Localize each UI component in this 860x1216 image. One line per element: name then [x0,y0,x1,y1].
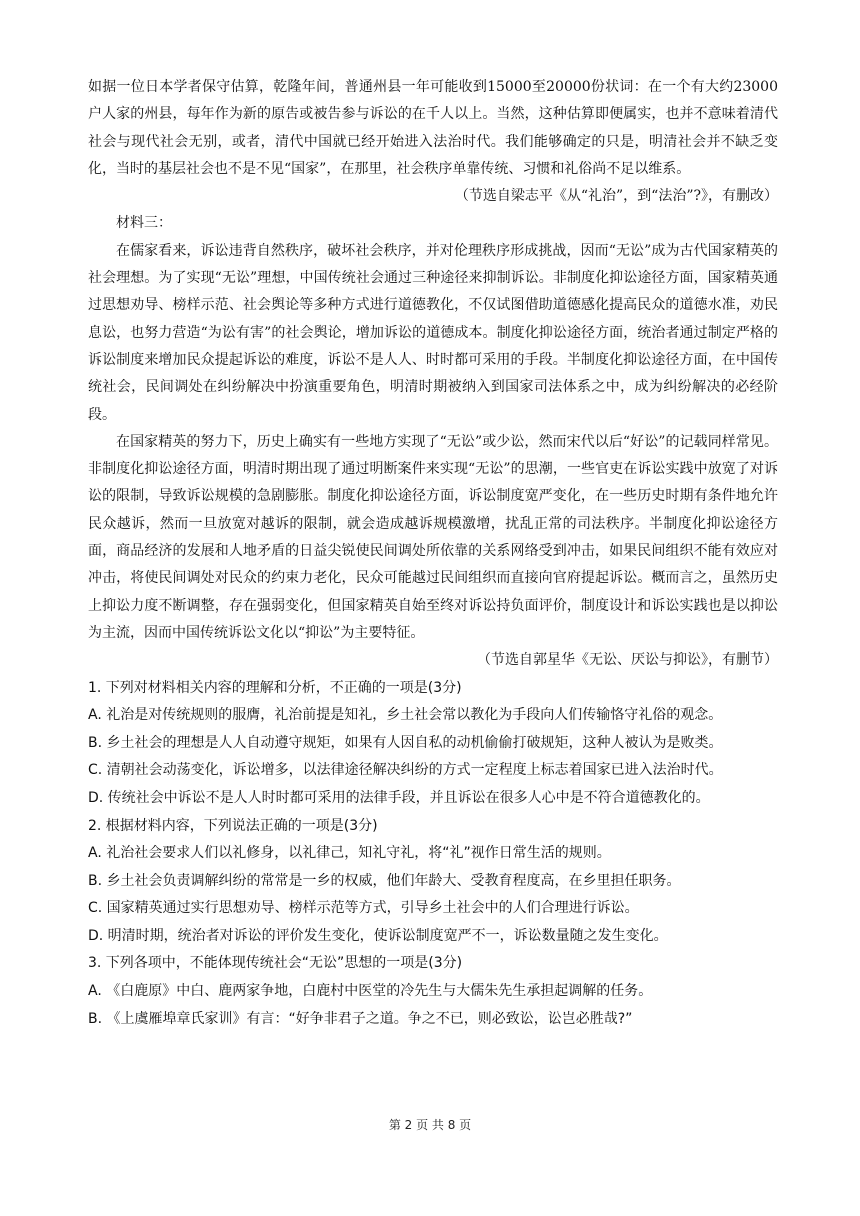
question-stem: 3. 下列各项中，不能体现传统社会“无讼”思想的一项是(3分) [88,955,463,972]
option-a: A. 《白鹿原》中白、鹿两家争地，白鹿村中医堂的冷先生与大儒朱先生承担起调解的任务。 [88,983,653,1000]
material3-heading: 材料三： [116,215,172,232]
question-stem: 2. 根据材料内容，下列说法正确的一项是(3分) [88,817,378,834]
material3-paragraph-1: 在儒家看来，诉讼违背自然秩序，破坏社会秩序，并对伦理秩序形成挑战，因而“无讼”成为古代国家精英的社会理想。为了实现“无讼”理想，中国传统社会通过三种途径来抑制诉讼。非制度化抑讼途径方面，国家精英通过思想劝导、榜样示范、社会舆论等多种方式进行道德教化，不仅试图借助道德感化提高民众的道德水准，劝民息讼，也努力营造“为讼有害”的社会舆论，增加诉讼的道德成本。制度化抑讼途径方面，统治者通过制定严格的诉讼制度来增加民众提起诉讼的难度，诉讼不是人人、时时都可采用的手段。半制度化抑讼途径方面，在中国传统社会，民间调处在纠纷解决中扮演重要角色，明清时期被纳入到国家司法体系之中，成为纠纷解决的必经阶段。 [88,242,778,423]
material3-source: （节选自郭星华《无讼、厌讼与抑讼》，有删节） [477,652,778,669]
option-b: B. 乡土社会的理想是人人自动遵守规矩，如果有人因自私的动机偷偷打破规矩，这种人被认为是败类。 [88,734,723,751]
option-d: D. 传统社会中诉讼不是人人时时都可采用的法律手段，并且诉讼在很多人心中是不符合道德教化的。 [88,789,710,806]
option-a: A. 礼治社会要求人们以礼修身，以礼律己，知礼守礼，将“礼”视作日常生活的规则。 [88,845,611,862]
option-c: C. 清朝社会动荡变化，诉讼增多，以法律途径解决纠纷的方式一定程度上标志着国家已进入法治时代。 [88,762,723,779]
material2-source: （节选自梁志平《从“礼治”，到“法治”?》，有删改） [454,188,778,205]
question-2 [88,813,778,951]
option-c: C. 国家精英通过实行思想劝导、榜样示范等方式，引导乡土社会中的人们合理进行诉讼。 [88,900,639,917]
question-3 [88,950,778,1033]
question-stem: 1. 下列对材料相关内容的理解和分析，不正确的一项是(3分) [88,679,462,696]
option-d: D. 明清时期，统治者对诉讼的评价发生变化，使诉讼制度宽严不一，诉讼数量随之发生变化。 [88,927,668,944]
document-page [88,74,778,1033]
material2-paragraph: 如据一位日本学者保守估算，乾隆年间，普通州县一年可能收到15000至20000份状词：在一个有大约23000户人家的州县，每年作为新的原告或被告参与诉讼的在千人以上。当然，这种估算即便属实，也并不意味着清代社会与现代社会无别，或者，清代中国就已经开始进入法治时代。我们能够确定的只是，明清社会并不缺乏变化，当时的基层社会也不是不见“国家”，在那里，社会秩序单靠传统、习惯和礼俗尚不足以维系。 [88,79,778,177]
question-1 [88,675,778,813]
option-b: B. 《上虞雁埠章氏家训》有言：“好争非君子之道。争之不已，则必致讼，讼岂必胜哉?” [88,1010,633,1027]
option-a: A. 礼治是对传统规则的服膺，礼治前提是知礼，乡土社会常以教化为手段向人们传输恪守礼俗的观念。 [88,707,723,724]
page-footer: 第 2 页 共 8 页 [388,1118,472,1132]
option-b: B. 乡土社会负责调解纠纷的常常是一乡的权威，他们年龄大、受教育程度高，在乡里担任职务。 [88,872,681,889]
material3-paragraph-2: 在国家精英的努力下，历史上确实有一些地方实现了“无讼”或少讼，然而宋代以后“好讼”的记载同样常见。非制度化抑讼途径方面，明清时期出现了通过明断案件来实现“无讼”的思潮，一些官吏在诉讼实践中放宽了对诉讼的限制，导致诉讼规模的急剧膨胀。制度化抑讼途径方面，诉讼制度宽严变化，在一些历史时期有条件地允许民众越诉，然而一旦放宽对越诉的限制，就会造成越诉规模激增，扰乱正常的司法秩序。半制度化抑讼途径方面，商品经济的发展和人地矛盾的日益尖锐使民间调处所依靠的关系网络受到冲击，如果民间组织不能有效应对冲击，将使民间调处对民众的约束力老化，民众可能越过民间组织而直接向官府提起诉讼。概而言之，虽然历史上抑讼力度不断调整，存在强弱变化，但国家精英自始至终对诉讼持负面评价，制度设计和诉讼实践也是以抑讼为主流，因而中国传统诉讼文化以“抑讼”为主要特征。 [88,433,778,641]
